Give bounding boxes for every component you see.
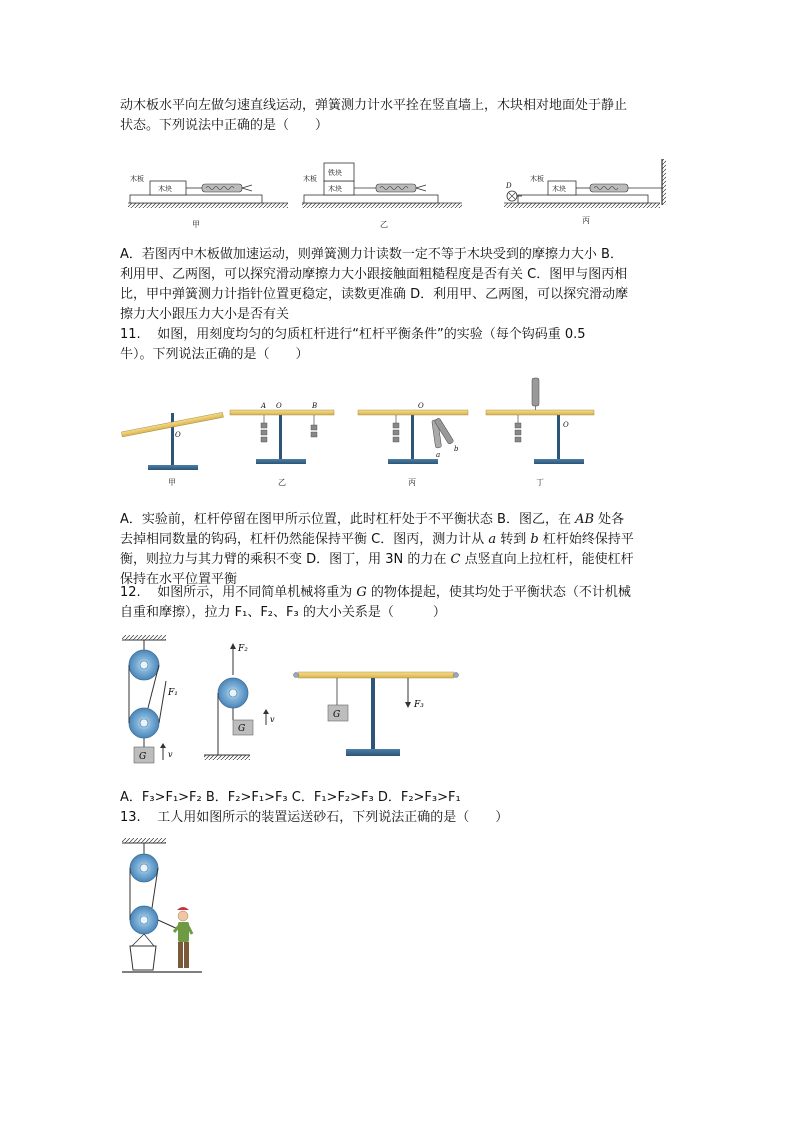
label-iron: 铁块 [328, 169, 342, 177]
weight-g-label: G [333, 710, 341, 720]
q12-stem-line1 [120, 583, 680, 603]
figure-yi [302, 163, 462, 229]
pivot-o-label: O [276, 402, 282, 410]
q12-options: A．F₃>F₁>F₂ B．F₂>F₁>F₃ C．F₁>F₂>F₃ D．F₂>F₃>F₁ [120, 790, 461, 805]
pulley-block-f1 [122, 635, 178, 763]
figure-bing [504, 159, 666, 225]
rotation-b-label: b [454, 445, 459, 453]
option-text: A．实验前，杠杆停留在图甲所示位置，此时杠杆处于不平衡状态 B．图乙，在 [120, 512, 576, 527]
q10-options-line2: 利用甲、乙两图，可以探究滑动摩擦力大小跟接触面粗糙程度是否有关 C．图甲与图丙相 [120, 267, 628, 282]
force-f1-label: F₁ [168, 688, 178, 698]
simple-machines-figure [118, 635, 468, 775]
point-a-label: A [261, 402, 267, 410]
velocity-label: v [270, 715, 275, 724]
option-var: C [450, 552, 461, 567]
q12-stem-b: 的物体提起，使其均处于平衡状态（不计机械 [366, 585, 631, 600]
pivot-o-label: O [175, 431, 181, 439]
figure-jia [128, 174, 288, 229]
caption-jia: 甲 [168, 478, 176, 487]
q11-stem-line2: 牛）。下列说法正确的是（ ） [120, 347, 309, 362]
q12-stem-g: G [356, 585, 367, 600]
point-b-label: B [312, 402, 318, 410]
q13-stem [120, 808, 680, 828]
q12-stem-line2: 自重和摩擦），拉力 F₁、F₂、F₃ 的大小关系是（ ） [120, 605, 446, 620]
option-text: 转到 [496, 532, 531, 547]
label-block: 木块 [158, 185, 172, 193]
question-number: 11. [120, 327, 141, 342]
weight-g-label: G [238, 724, 246, 734]
q10-options-line3: 比，甲中弹簧测力计指针位置更稳定，读数更准确 D．利用甲、乙两图，可以探究滑动摩 [120, 287, 629, 302]
option-text: 去掉相同数量的钩码，杠杆仍然能保持平衡 C．图丙，测力计从 [120, 532, 489, 547]
caption-yi: 乙 [278, 478, 286, 487]
velocity-label: v [168, 750, 173, 759]
q11-stem-line1 [120, 325, 680, 345]
q11-options-line4: 保持在水平位置平衡 [120, 572, 238, 587]
lever-yi [230, 402, 334, 487]
q10-stem-line1: 动木板水平向左做匀速直线运动，弹簧测力计水平拴在竖直墙上，木块相对地面处于静止 [120, 98, 628, 113]
lever-bing [358, 402, 468, 487]
friction-experiment-figure [120, 155, 680, 235]
caption-yi: 乙 [380, 220, 388, 229]
q10-options-line4: 擦力大小跟压力大小是否有关 [120, 307, 290, 322]
label-board: 木板 [303, 175, 317, 183]
lever-f3 [294, 672, 459, 756]
pivot-o-label: O [418, 402, 424, 410]
lever-jia [121, 412, 223, 487]
option-text: 点竖直向上拉杠杆，能使杠杆 [460, 552, 634, 567]
caption-bing: 丙 [582, 216, 590, 225]
q11-options-line3 [120, 550, 680, 570]
worker-pulley-figure [118, 838, 208, 978]
question-number: 12. [120, 585, 141, 600]
option-var: b [530, 532, 539, 547]
rotation-a-label: a [436, 451, 441, 459]
movable-pulley-f2 [204, 643, 275, 760]
q10-stem-line2: 状态。下列说法中正确的是（ ） [120, 118, 329, 133]
label-board: 木板 [530, 175, 544, 183]
option-text: 杠杆始终保持平 [538, 532, 634, 547]
pivot-o-label: O [563, 421, 569, 429]
caption-ding: 丁 [536, 478, 544, 487]
option-text: 衡，则拉力与其力臂的乘积不变 D．图丁，用 3N 的力在 [120, 552, 451, 567]
lever-ding [486, 378, 594, 487]
q11-options-line1 [120, 510, 680, 530]
force-f2-label: F₂ [238, 644, 248, 654]
option-text: 处各 [594, 512, 625, 527]
worker-figure [174, 907, 192, 968]
q11-options-line2 [120, 530, 680, 550]
weight-g-label: G [139, 752, 147, 762]
label-block: 木块 [328, 185, 342, 193]
label-d: D [506, 182, 512, 190]
q13-stem-text: 工人用如图所示的装置运送砂石，下列说法正确的是（ ） [157, 810, 509, 825]
label-board: 木板 [130, 175, 144, 183]
q12-stem-a: 如图所示，用不同简单机械将重为 [157, 585, 357, 600]
lever-experiment-figure [118, 375, 598, 490]
caption-bing: 丙 [408, 478, 416, 487]
q10-options-line1: A．若图丙中木板做加速运动，则弹簧测力计读数一定不等于木块受到的摩擦力大小 B． [120, 247, 623, 262]
caption-jia: 甲 [192, 220, 200, 229]
q11-stem-a: 如图，用刻度均匀的匀质杠杆进行“杠杆平衡条件”的实验（每个钩码重 0.5 [157, 327, 586, 342]
option-var: a [488, 532, 497, 547]
force-f3-label: F₃ [414, 700, 424, 710]
option-var: AB [575, 512, 595, 527]
question-number: 13. [120, 810, 141, 825]
label-block: 木块 [552, 185, 566, 193]
